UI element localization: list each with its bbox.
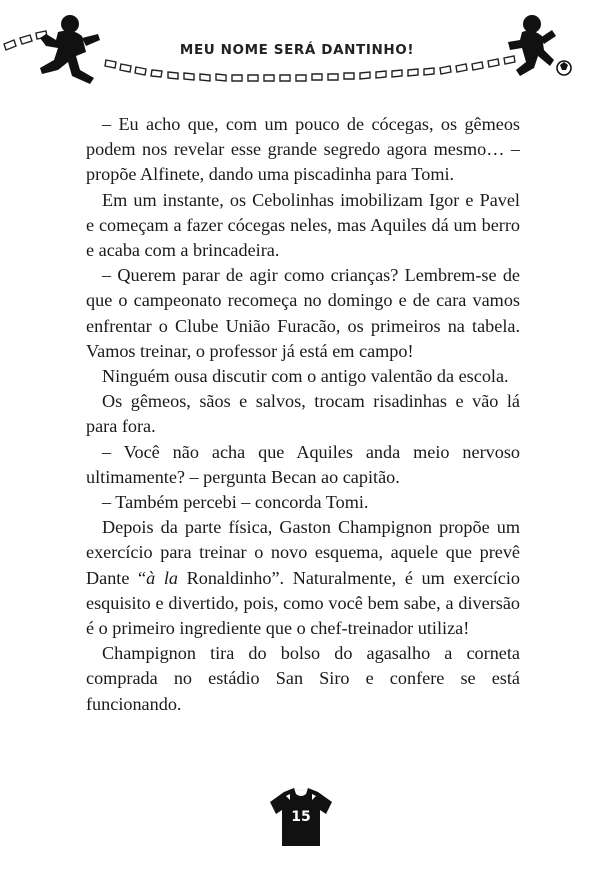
paragraph-3: – Querem parar de agir como crianças? Lembrem-se de que o campeonato recomeça no domingo e de cara vamos enfrentar o Clube União Furacão, os primeiros na tabela. Vamos treinar, o professor já está em campo! [86, 265, 520, 361]
paragraph-8-start: Depois da parte física, Gaston Champignon propõe um exercício para treinar o novo esquema, aquele que prevê Dante “ [86, 517, 520, 588]
paragraph-5: Os gêmeos, sãos e salvos, trocam risadinhas e vão lá para fora. [86, 391, 520, 437]
paragraph-1: – Eu acho que, com um pouco de cócegas, os gêmeos podem nos revelar esse grande segredo agora mesmo… – propõe Alfinete, dando uma piscadinha para Tomi. [86, 114, 520, 185]
paragraph-7: – Também percebi – concorda Tomi. [102, 492, 369, 513]
page-body [86, 112, 520, 717]
paragraph-6: – Você não acha que Aquiles anda meio nervoso ultimamente? – pergunta Becan ao capitão. [86, 441, 520, 487]
paragraph-4: Ninguém ousa discutir com o antigo valentão da escola. [102, 366, 509, 387]
paragraph-9: Champignon tira do bolso do agasalho a corneta comprada no estádio San Siro e confere se está funcionando. [86, 643, 520, 714]
paragraph-8-italic: à la [146, 567, 178, 588]
page-number: 15 [291, 809, 311, 825]
running-title: MEU NOME SERÁ DANTINHO! [179, 42, 415, 58]
paragraph-8-end: Ronaldinho”. Naturalmente, é um exercício esquisito e divertido, pois, como você bem sabe, a diversão é o primeiro ingrediente que o chef-treinador utiliza! [86, 567, 521, 639]
paragraph-8 [86, 515, 520, 641]
paragraph-2: Em um instante, os Cebolinhas imobilizam Igor e Pavel e começam a fazer cócegas neles, mas Aquiles dá um berro e acaba com a brincadeira. [86, 189, 520, 261]
page-number-badge [266, 786, 336, 848]
page-header [0, 0, 594, 100]
